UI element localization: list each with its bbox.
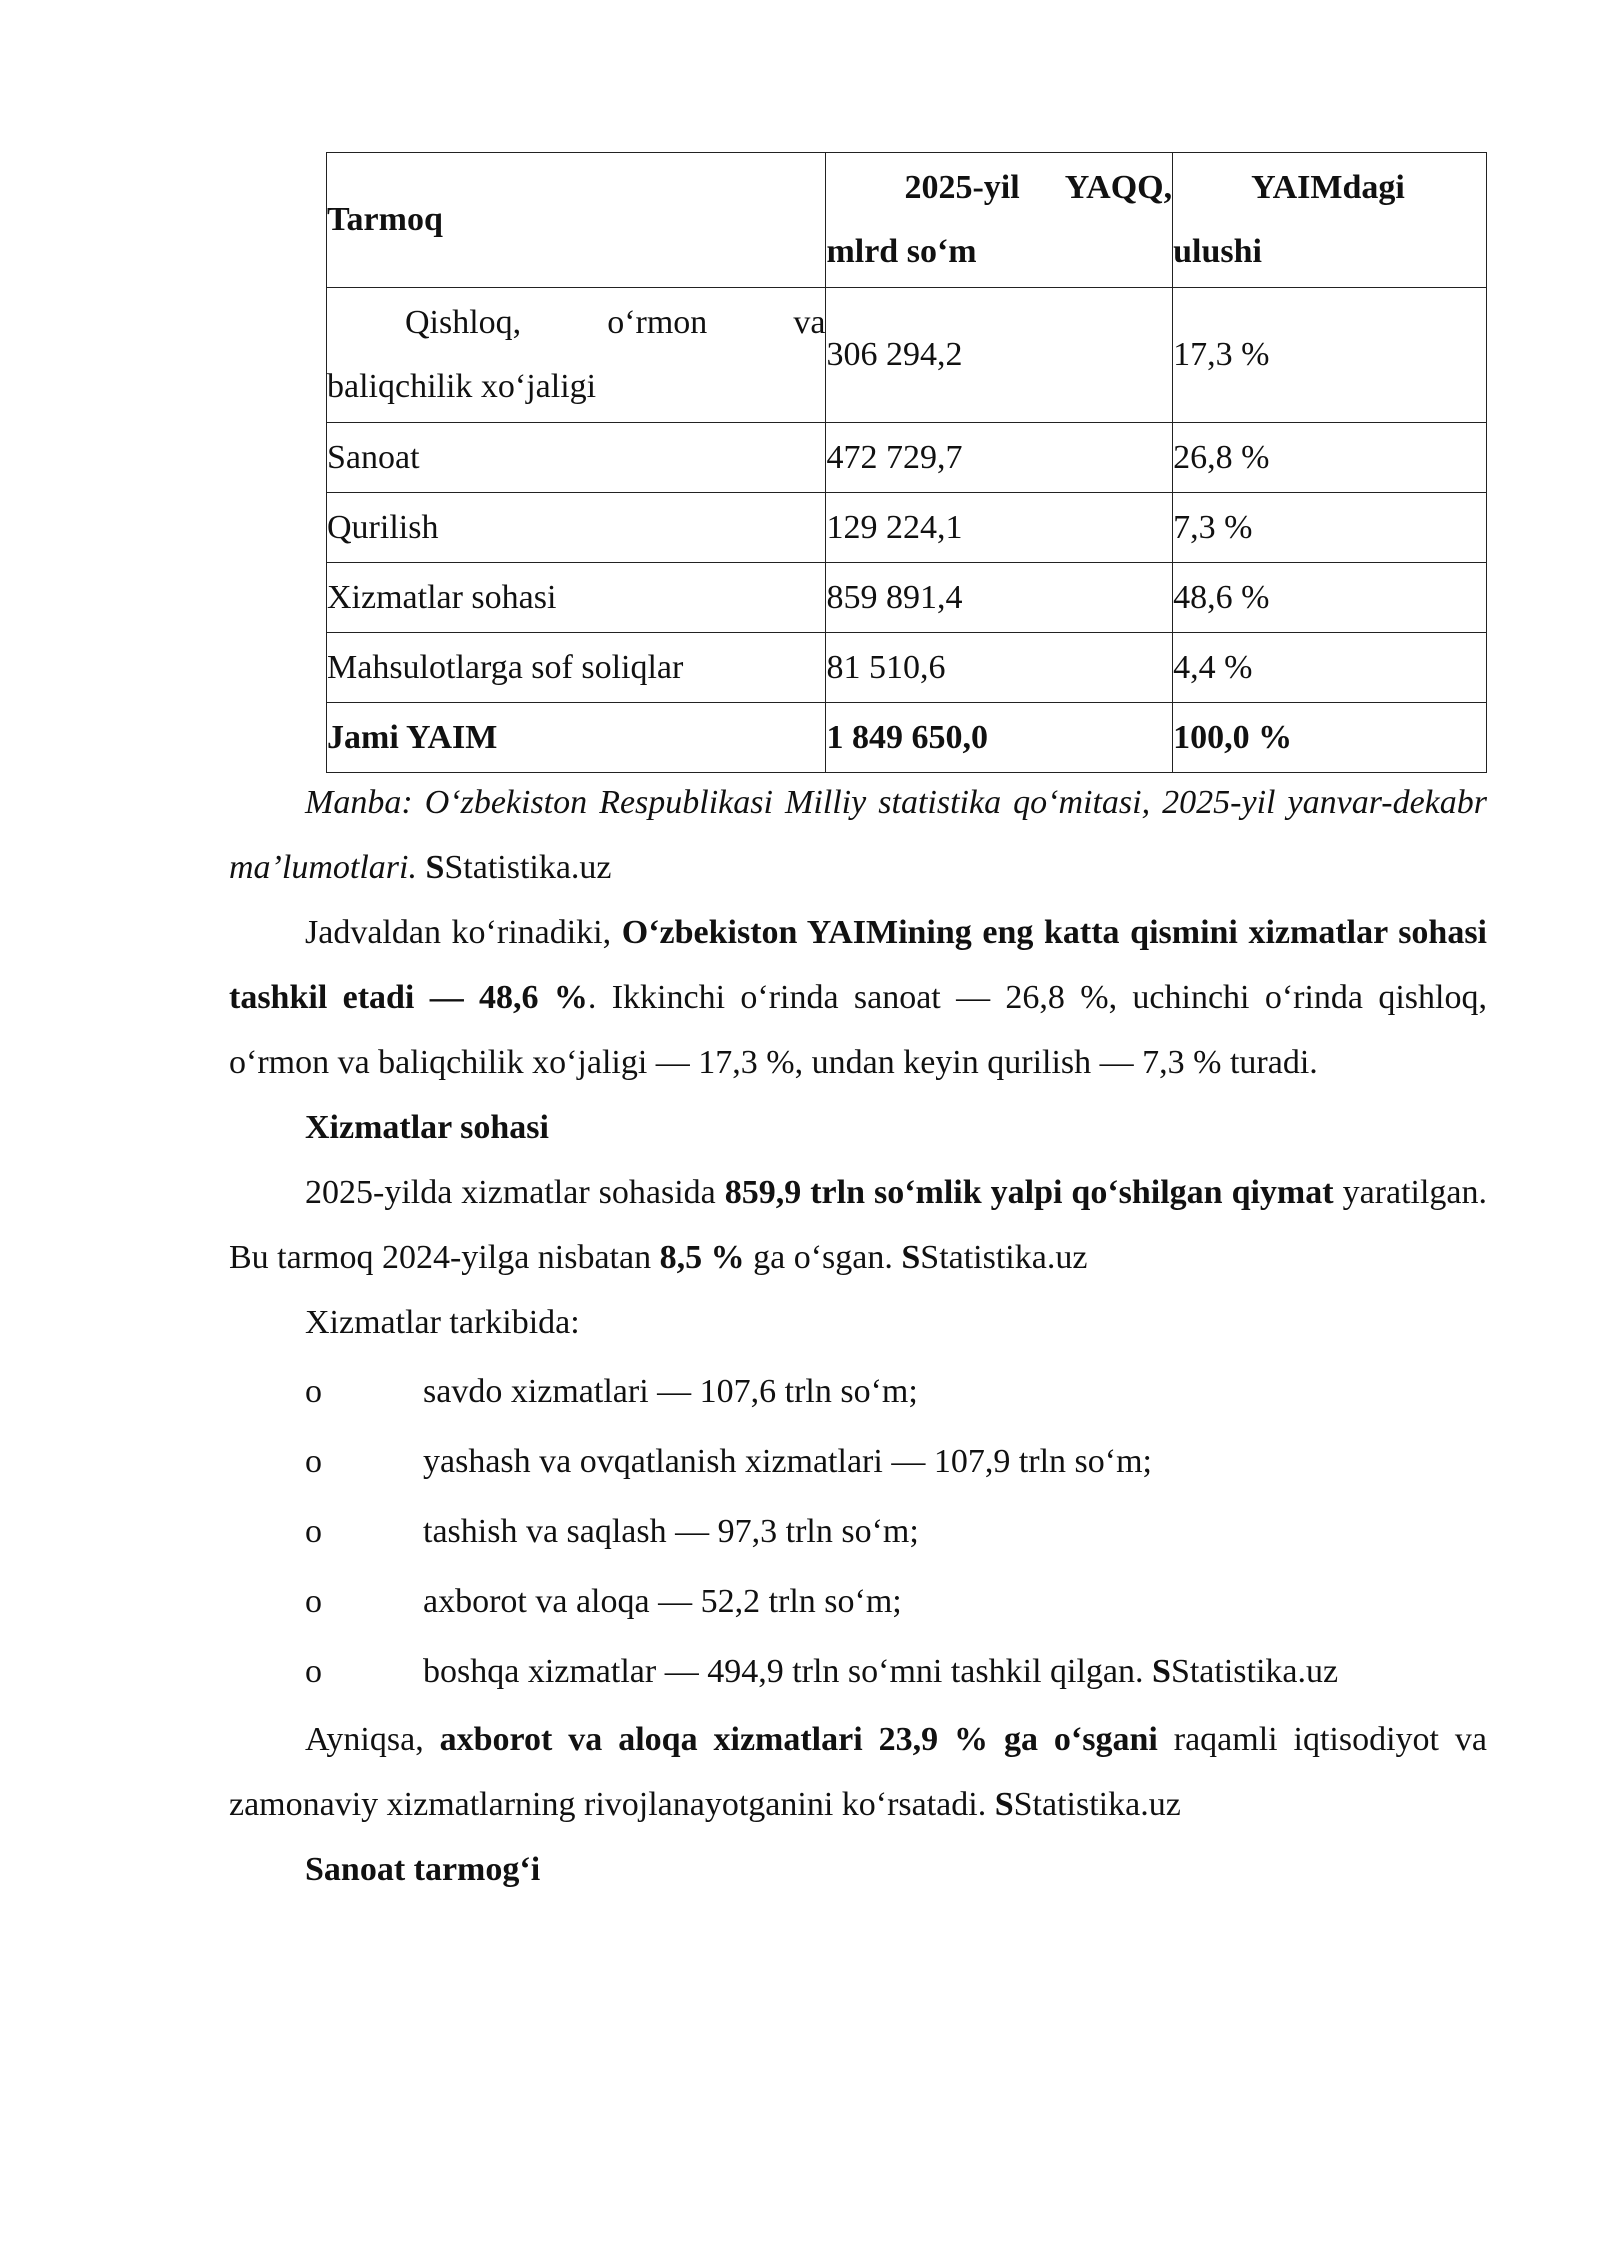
row-value: 859 891,4	[826, 563, 1173, 633]
table-row	[327, 423, 1487, 493]
row-value: 306 294,2	[826, 288, 1173, 423]
bullet: o	[305, 1443, 322, 1480]
row-value: 472 729,7	[826, 423, 1173, 493]
header-share: YAIMdagi ulushi	[1173, 153, 1487, 288]
section-heading-industry: Sanoat tarmog‘i	[305, 1851, 541, 1888]
header-value: 2025-yil YAQQ, mlrd so‘m	[826, 153, 1173, 288]
row-value: 129 224,1	[826, 493, 1173, 563]
list-item: o tashish va saqlash — 97,3 trln so‘m;	[229, 1497, 1487, 1567]
total-share: 100,0 %	[1173, 703, 1487, 773]
header-sector: Tarmoq	[327, 153, 826, 288]
bullet: o	[305, 1373, 322, 1410]
table-row	[327, 633, 1487, 703]
bullet: o	[305, 1653, 322, 1690]
paragraph-gdp-summary: Jadvaldan ko‘rinadiki, O‘zbekiston YAIMining eng katta qismini xizmatlar sohasi tashkil etadi — 48,6 %. Ikkinchi o‘rinda sanoat — 26,8 %, uchinchi o‘rinda qishloq, o‘rmon va baliqchilik xo‘jaligi — 17,3 %, undan keyin qurilish — 7,3 % turadi.	[229, 914, 1488, 1081]
section-heading-services: Xizmatlar sohasi	[305, 1109, 549, 1146]
list-intro: Xizmatlar tarkibida:	[305, 1304, 580, 1341]
gdp-structure-table	[326, 152, 1487, 773]
total-sector: Jami YAIM	[327, 703, 826, 773]
list-item: o boshqa xizmatlar — 494,9 trln so‘mni tashkil qilgan. SStatistika.uz	[229, 1637, 1487, 1707]
list-item: o yashash va ovqatlanish xizmatlari — 107,9 trln so‘m;	[229, 1427, 1487, 1497]
table-row	[327, 493, 1487, 563]
bullet: o	[305, 1583, 322, 1620]
services-list	[229, 1357, 1487, 1707]
table-row	[327, 563, 1487, 633]
row-share: 48,6 %	[1173, 563, 1487, 633]
total-value: 1 849 650,0	[826, 703, 1173, 773]
row-sector: Qurilish	[327, 493, 826, 563]
table-total-row	[327, 703, 1487, 773]
row-share: 7,3 %	[1173, 493, 1487, 563]
bullet: o	[305, 1513, 322, 1550]
row-share: 17,3 %	[1173, 288, 1487, 423]
table-header-row	[327, 153, 1487, 288]
row-sector: Sanoat	[327, 423, 826, 493]
row-share: 26,8 %	[1173, 423, 1487, 493]
row-value: 81 510,6	[826, 633, 1173, 703]
list-item: o axborot va aloqa — 52,2 trln so‘m;	[229, 1567, 1487, 1637]
paragraph-services: 2025-yilda xizmatlar sohasida 859,9 trln so‘mlik yalpi qo‘shilgan qiymat yaratilgan. Bu tarmoq 2024-yilga nisbatan 8,5 % ga o‘sgan. SStatistika.uz	[229, 1174, 1487, 1276]
paragraph-ict-growth: Ayniqsa, axborot va aloqa xizmatlari 23,9 % ga o‘sgani raqamli iqtisodiyot va zamonaviy xizmatlarning rivojlanayotganini ko‘rsatadi. SStatistika.uz	[229, 1721, 1488, 1823]
row-sector: Qishloq, o‘rmon va baliqchilik xo‘jaligi	[327, 288, 826, 423]
row-sector: Mahsulotlarga sof soliqlar	[327, 633, 826, 703]
body-text	[229, 770, 1487, 1902]
table-row	[327, 288, 1487, 423]
source-note: Manba: O‘zbekiston Respublikasi Milliy statistika qo‘mitasi, 2025-yil yanvar-dekabr ma’lumotlari. SStatistika.uz	[229, 784, 1487, 886]
row-share: 4,4 %	[1173, 633, 1487, 703]
list-item: o savdo xizmatlari — 107,6 trln so‘m;	[229, 1357, 1487, 1427]
row-sector: Xizmatlar sohasi	[327, 563, 826, 633]
